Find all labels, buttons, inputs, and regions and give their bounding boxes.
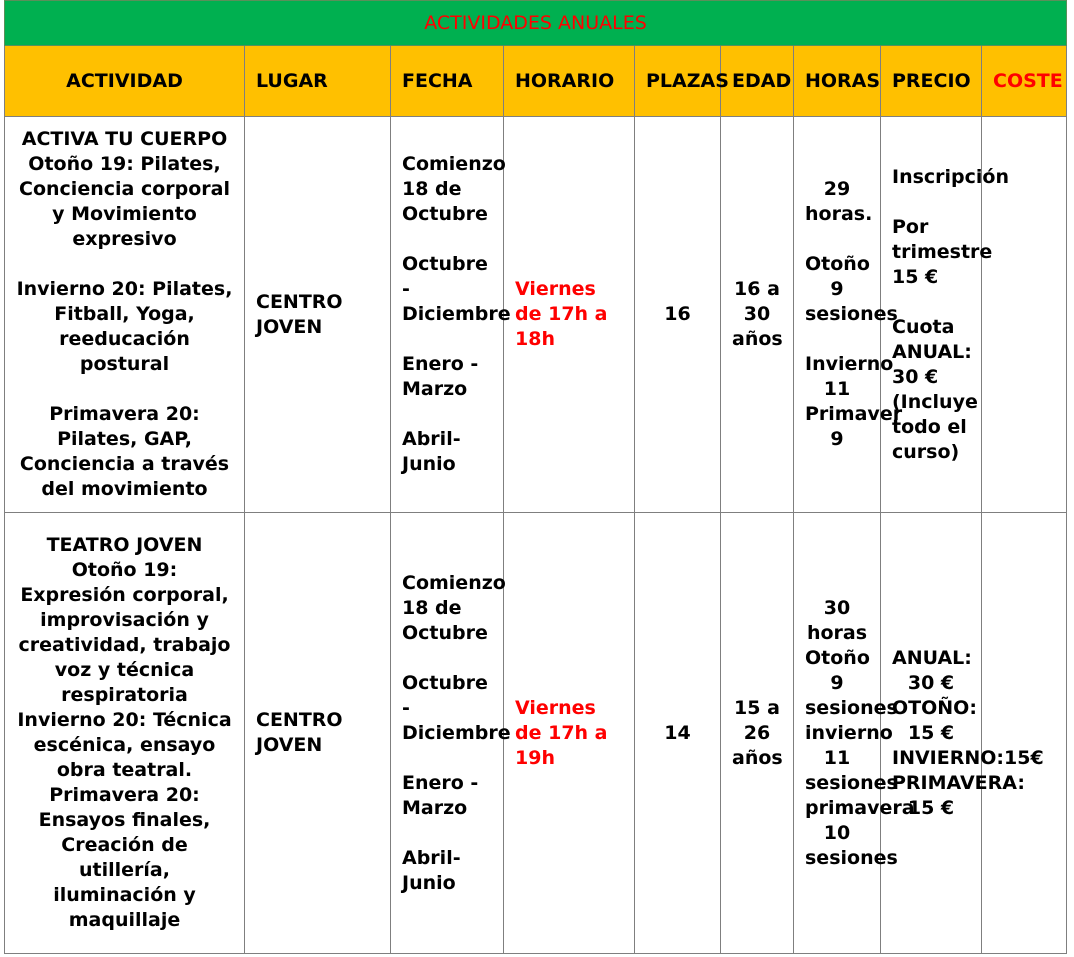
cell-actividad: ACTIVA TU CUERPO Otoño 19: Pilates, Conciencia corporal y Movimiento expresivo Invierno 20: Pilates, Fitball, Yoga, reeducación postural Primavera 20: Pilates, GAP, Conciencia a través del movimiento (5, 117, 245, 513)
header-horario: HORARIO (504, 46, 635, 117)
cell-horas: 30 horas Otoño 9 sesiones invierno 11 sesiones primavera 10 sesiones (794, 513, 881, 954)
cell-horas: 29 horas. Otoño 9 sesiones Invierno 11 Primaver 9 (794, 117, 881, 513)
cell-fecha: Comienzo 18 de Octubre Octubre - Diciembre Enero - Marzo Abril- Junio (391, 513, 504, 954)
header-plazas: PLAZAS (635, 46, 721, 117)
cell-edad: 16 a 30 años (721, 117, 794, 513)
header-lugar: LUGAR (245, 46, 391, 117)
cell-fecha: Comienzo 18 de Octubre Octubre - Diciembre Enero - Marzo Abril- Junio (391, 117, 504, 513)
header-fecha: FECHA (391, 46, 504, 117)
cell-plazas: 16 (635, 117, 721, 513)
table-row (5, 117, 1067, 513)
cell-precio: Inscripción Por trimestre 15 € Cuota ANUAL: 30 € (Incluye todo el curso) (881, 117, 982, 513)
cell-horario: Viernes de 17h a 18h (504, 117, 635, 513)
cell-coste (982, 513, 1067, 954)
header-coste: COSTE (982, 46, 1067, 117)
annual-activities-table (4, 0, 1067, 954)
header-horas: HORAS (794, 46, 881, 117)
header-precio: PRECIO (881, 46, 982, 117)
cell-precio: ANUAL: 30 € OTOÑO: 15 € INVIERNO:15€ PRIMAVERA: 15 € (881, 513, 982, 954)
cell-plazas: 14 (635, 513, 721, 954)
cell-actividad: TEATRO JOVEN Otoño 19: Expresión corporal, improvisación y creatividad, trabajo voz y técnica respiratoria Invierno 20: Técnica escénica, ensayo obra teatral. Primavera 20: Ensayos finales, Creación de utillería, iluminación y maquillaje (5, 513, 245, 954)
table-title: ACTIVIDADES ANUALES (5, 1, 1067, 46)
cell-horario: Viernes de 17h a 19h (504, 513, 635, 954)
cell-edad: 15 a 26 años (721, 513, 794, 954)
header-actividad: ACTIVIDAD (5, 46, 245, 117)
cell-lugar: CENTRO JOVEN (245, 513, 391, 954)
header-edad: EDAD (721, 46, 794, 117)
table-row (5, 513, 1067, 954)
cell-lugar: CENTRO JOVEN (245, 117, 391, 513)
